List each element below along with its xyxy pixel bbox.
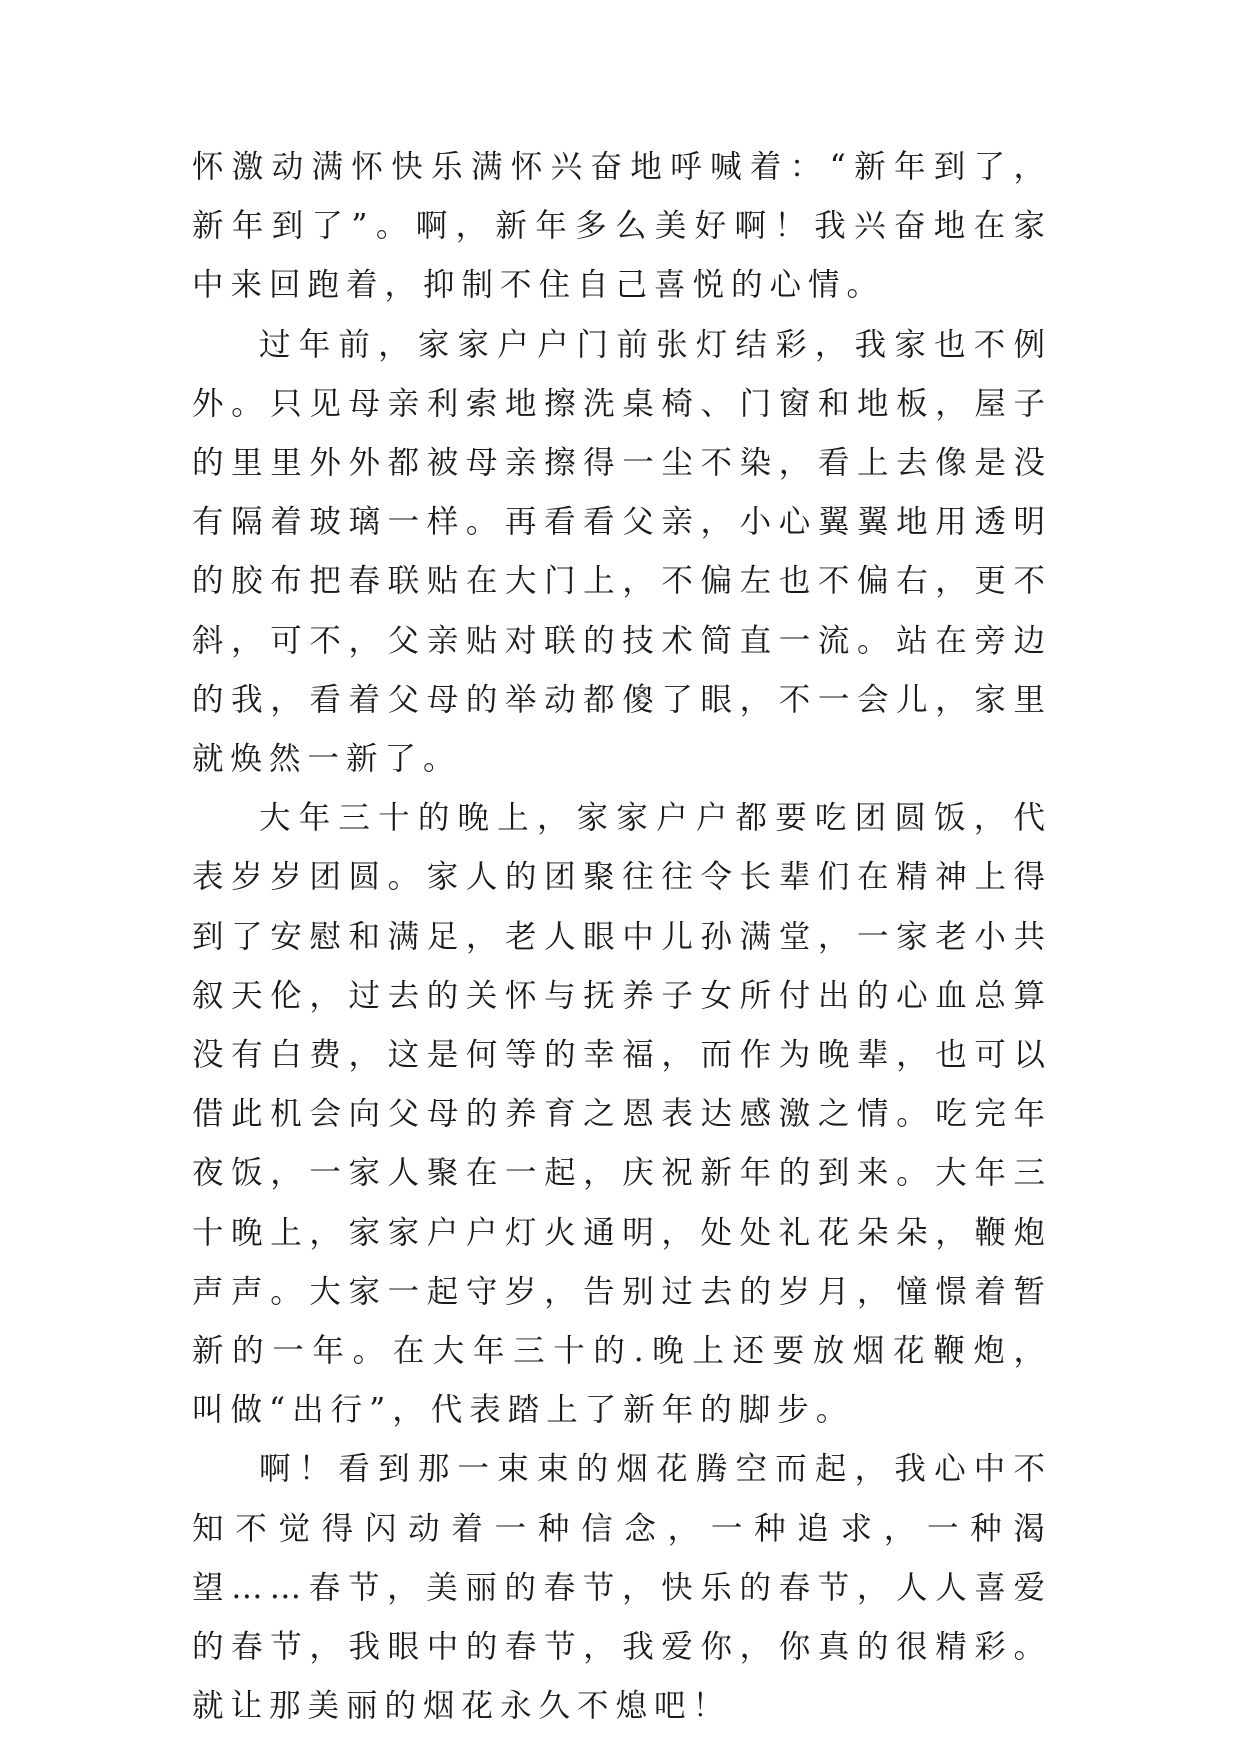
paragraph-4: 啊！看到那一束束的烟花腾空而起，我心中不知不觉得闪动着一种信念，一种追求，一种渴望……春节，美丽的春节，快乐的春节，人人喜爱的春节，我眼中的春节，我爱你，你真的很精彩。就让那美丽的烟花永久不熄吧！ — [192, 1451, 1052, 1725]
paragraph-2: 过年前，家家户户门前张灯结彩，我家也不例外。只见母亲利索地擦洗桌椅、门窗和地板，屋子的里里外外都被母亲擦得一尘不染，看上去像是没有隔着玻璃一样。再看看父亲，小心翼翼地用透明的胶布把春联贴在大门上，不偏左也不偏右，更不斜，可不，父亲贴对联的技术简直一流。站在旁边的我，看着父母的举动都傻了眼，不一会儿，家里就焕然一新了。 — [192, 326, 1052, 778]
paragraph-3: 大年三十的晚上，家家户户都要吃团圆饭，代表岁岁团圆。家人的团聚往往令长辈们在精神上得到了安慰和满足，老人眼中儿孙满堂，一家老小共叙天伦，过去的关怀与抚养子女所付出的心血总算没有白费，这是何等的幸福，而作为晚辈，也可以借此机会向父母的养育之恩表达感激之情。吃完年夜饭，一家人聚在一起，庆祝新年的到来。大年三十晚上，家家户户灯火通明，处处礼花朵朵，鞭炮声声。大家一起守岁，告别过去的岁月，憧憬着暂新的一年。在大年三十的.晚上还要放烟花鞭炮，叫做“出行”，代表踏上了新年的脚步。 — [192, 800, 1052, 1429]
document-page — [192, 138, 1052, 1736]
paragraph-1: 怀激动满怀快乐满怀兴奋地呼喊着：“新年到了，新年到了”。啊，新年多么美好啊！我兴奋地在家中来回跑着，抑制不住自己喜悦的心情。 — [192, 149, 1052, 304]
